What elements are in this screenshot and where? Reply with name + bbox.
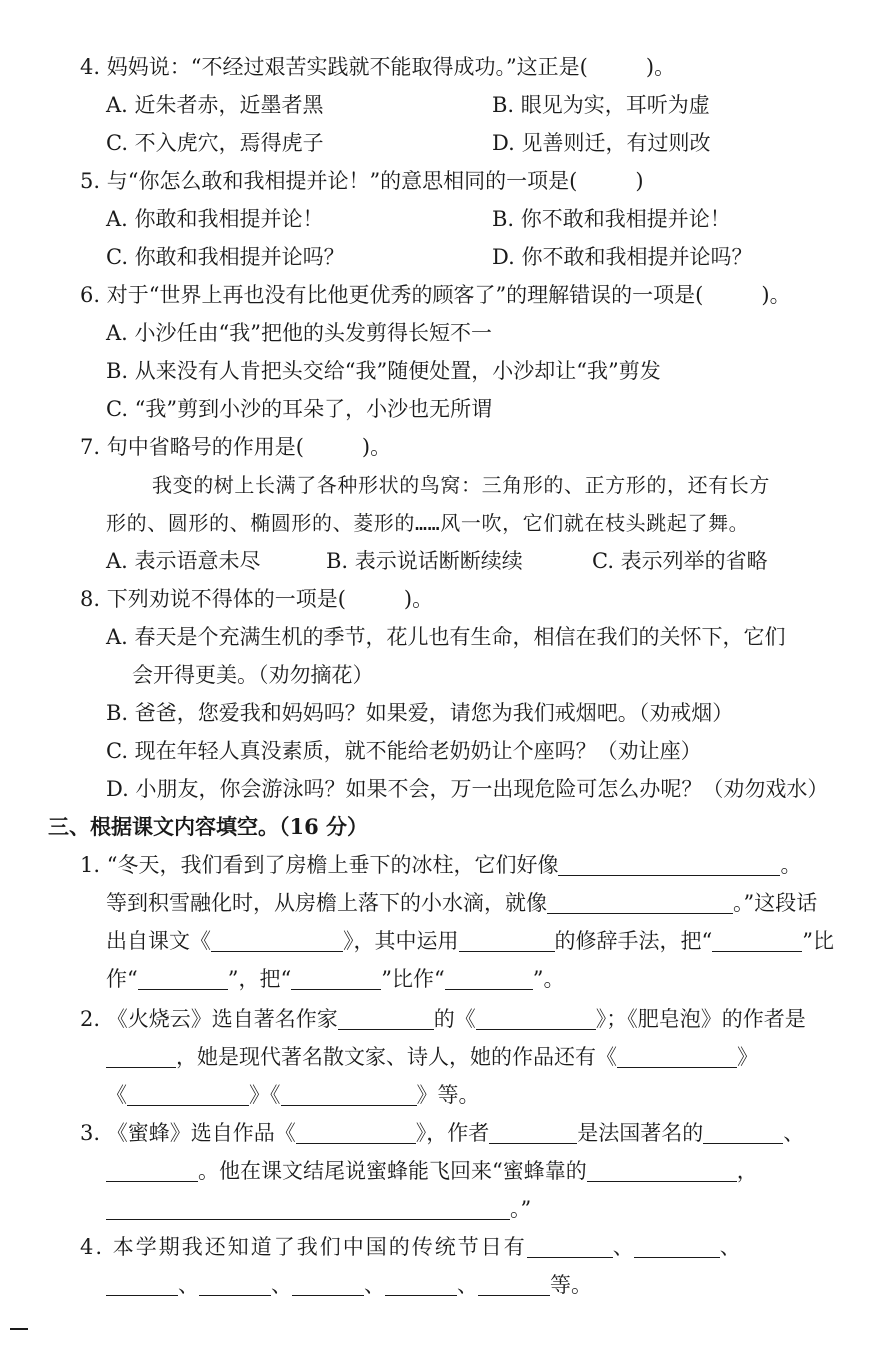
fill1-text: 作“	[106, 967, 138, 991]
fill1-line4	[0, 960, 870, 998]
fill1-blank-8[interactable]	[445, 963, 533, 990]
fill1-text: 》，其中运用	[343, 929, 459, 953]
fill3-text: ，	[736, 1159, 758, 1183]
fill4-line2	[0, 1266, 870, 1304]
fill3-blank-2[interactable]	[489, 1117, 577, 1144]
fill1-text: ”。	[532, 967, 565, 991]
fill4-blank-4[interactable]	[199, 1269, 271, 1296]
fill4-text: 4. 本学期我还知道了我们中国的传统节日有	[80, 1235, 527, 1259]
q4-stem-text: 4. 妈妈说：“不经过艰苦实践就不能取得成功。”这正是(	[80, 55, 588, 79]
q7-stem	[0, 428, 870, 466]
fill1-blank-6[interactable]	[138, 963, 228, 990]
fill4-blank-1[interactable]	[527, 1231, 613, 1258]
q8-stem-text: 8. 下列劝说不得体的一项是(	[80, 587, 346, 611]
fill3-blank-3[interactable]	[703, 1117, 783, 1144]
q7-quote-line2: 形的、圆形的、椭圆形的、菱形的……风一吹，它们就在枝头跳起了舞。	[106, 511, 750, 535]
q5-stem-end: )	[635, 169, 644, 193]
fill4-text: 、	[271, 1273, 292, 1297]
fill3-blank-1[interactable]	[296, 1117, 416, 1144]
fill1-text: 的修辞手法，把“	[554, 929, 713, 953]
q7-option-a[interactable]: A. 表示语意未尽	[106, 549, 261, 573]
q4-option-c[interactable]: C. 不入虎穴，焉得虎子	[106, 131, 324, 155]
q5-stem	[0, 162, 870, 200]
q4-options-row2	[0, 124, 870, 162]
fill1-text: 1. “冬天，我们看到了房檐上垂下的冰柱，它们好像	[80, 853, 559, 877]
fill1-line1	[0, 846, 870, 884]
fill4-blank-2[interactable]	[634, 1231, 720, 1258]
q7-stem-text: 7. 句中省略号的作用是(	[80, 435, 304, 459]
fill3-text: 》，作者	[415, 1121, 490, 1145]
fill1-blank-7[interactable]	[291, 963, 381, 990]
q5-option-a[interactable]: A. 你敢和我相提并论！	[106, 207, 324, 231]
fill2-blank-1[interactable]	[338, 1003, 434, 1030]
fill2-text: 2. 《火烧云》选自著名作家	[80, 1007, 338, 1031]
fill2-text: 》《	[249, 1083, 281, 1107]
fill4-text: 、	[457, 1273, 478, 1297]
q8-stem	[0, 580, 870, 618]
q4-options-row1	[0, 86, 870, 124]
q7-options-row	[0, 542, 870, 580]
fill2-text: 》	[737, 1045, 758, 1069]
q5-options-row2	[0, 238, 870, 276]
q5-option-b[interactable]: B. 你不敢和我相提并论！	[492, 207, 731, 231]
fill1-text: ”比作“	[381, 967, 445, 991]
fill1-text: ”，把“	[227, 967, 292, 991]
q6-option-b[interactable]: B. 从来没有人肯把头交给“我”随便处置，小沙却让“我”剪发	[106, 359, 661, 383]
fill1-blank-3[interactable]	[211, 925, 343, 952]
fill4-text: 、	[178, 1273, 199, 1297]
q5-option-d[interactable]: D. 你不敢和我相提并论吗？	[492, 245, 753, 269]
q7-option-c[interactable]: C. 表示列举的省略	[592, 549, 768, 573]
q7-quote-line1: 我变的树上长满了各种形状的鸟窝：三角形的、正方形的，还有长方	[152, 473, 770, 497]
fill1-blank-5[interactable]	[712, 925, 802, 952]
q4-option-a[interactable]: A. 近朱者赤，近墨者黑	[106, 93, 324, 117]
fill1-line3	[0, 922, 870, 960]
fill4-blank-5[interactable]	[292, 1269, 364, 1296]
q4-stem	[0, 48, 870, 86]
fill1-text: 。	[780, 853, 802, 877]
page-edge-mark	[10, 1328, 28, 1330]
fill4-blank-3[interactable]	[106, 1269, 178, 1296]
fill2-text: 》等。	[416, 1083, 480, 1107]
q7-option-b[interactable]: B. 表示说话断断续续	[326, 549, 523, 573]
q7-stem-end: )。	[361, 435, 392, 459]
fill4-blank-6[interactable]	[385, 1269, 457, 1296]
q4-option-b[interactable]: B. 眼见为实，耳听为虚	[492, 93, 710, 117]
fill4-text: 等。	[550, 1273, 592, 1297]
q8-option-a-line2[interactable]: 会开得更美。（劝勿摘花）	[132, 663, 374, 687]
fill4-line1	[0, 1228, 870, 1266]
q8-option-a-line1[interactable]: A. 春天是个充满生机的季节，花儿也有生命，相信在我们的关怀下，它们	[106, 625, 786, 649]
fill3-line3	[0, 1190, 870, 1228]
fill2-blank-3[interactable]	[106, 1041, 176, 1068]
fill2-line2	[0, 1038, 870, 1076]
q6-option-a[interactable]: A. 小沙任由“我”把他的头发剪得长短不一	[106, 321, 492, 345]
fill3-text: 。”	[510, 1197, 532, 1221]
fill3-blank-6[interactable]	[106, 1193, 510, 1220]
fill4-text: 、	[719, 1235, 741, 1259]
q4-option-d[interactable]: D. 见善则迁，有过则改	[492, 131, 711, 155]
fill3-blank-4[interactable]	[106, 1155, 198, 1182]
fill4-text: 、	[612, 1235, 634, 1259]
fill4-blank-7[interactable]	[478, 1269, 550, 1296]
fill2-blank-6[interactable]	[281, 1079, 417, 1106]
fill3-blank-5[interactable]	[587, 1155, 737, 1182]
fill1-text: ”比	[802, 929, 834, 953]
fill1-blank-4[interactable]	[459, 925, 555, 952]
q5-stem-text: 5. 与“你怎么敢和我相提并论！”的意思相同的一项是(	[80, 169, 578, 193]
fill2-blank-2[interactable]	[476, 1003, 596, 1030]
section3-title: 三、根据课文内容填空。（16 分）	[48, 814, 369, 839]
q4-stem-end: )。	[645, 55, 676, 79]
fill1-text: 等到积雪融化时，从房檐上落下的小水滴，就像	[106, 891, 547, 915]
fill2-blank-5[interactable]	[127, 1079, 249, 1106]
fill2-blank-4[interactable]	[617, 1041, 737, 1068]
fill4-text: 、	[364, 1273, 385, 1297]
q8-option-c[interactable]: C. 现在年轻人真没素质，就不能给老奶奶让个座吗？（劝让座）	[106, 739, 702, 763]
fill1-text: 。”这段话	[733, 891, 818, 915]
fill3-line2	[0, 1152, 870, 1190]
q5-options-row1	[0, 200, 870, 238]
fill2-text: 》；《肥皂泡》的作者是	[595, 1007, 806, 1031]
q8-option-d[interactable]: D. 小朋友，你会游泳吗？如果不会，万一出现危险可怎么办呢？（劝勿戏水）	[106, 777, 829, 801]
fill1-text: 出自课文《	[106, 929, 211, 953]
fill3-line1	[0, 1114, 870, 1152]
q5-option-c[interactable]: C. 你敢和我相提并论吗？	[106, 245, 345, 269]
fill3-text: 、	[783, 1121, 805, 1145]
fill2-line1	[0, 1000, 870, 1038]
fill2-text: 《	[106, 1083, 127, 1107]
fill2-text: 的《	[433, 1007, 476, 1031]
q6-stem-end: )。	[761, 283, 791, 307]
fill3-text: 是法国著名的	[577, 1121, 704, 1145]
fill1-line2	[0, 884, 870, 922]
q6-stem	[0, 276, 870, 314]
q8-stem-end: )。	[403, 587, 434, 611]
fill1-blank-1[interactable]	[558, 849, 780, 876]
q6-option-c[interactable]: C. “我”剪到小沙的耳朵了，小沙也无所谓	[106, 397, 493, 421]
q6-stem-text: 6. 对于“世界上再也没有比他更优秀的顾客了”的理解错误的一项是(	[80, 283, 704, 307]
q8-option-b[interactable]: B. 爸爸，您爱我和妈妈吗？如果爱，请您为我们戒烟吧。（劝戒烟）	[106, 701, 734, 725]
fill2-text: ，她是现代著名散文家、诗人，她的作品还有《	[176, 1045, 617, 1069]
fill3-text: 。他在课文结尾说蜜蜂能飞回来“蜜蜂靠的	[198, 1159, 587, 1183]
fill1-blank-2[interactable]	[547, 887, 733, 914]
fill3-text: 3. 《蜜蜂》选自作品《	[80, 1121, 296, 1145]
fill2-line3	[0, 1076, 870, 1114]
